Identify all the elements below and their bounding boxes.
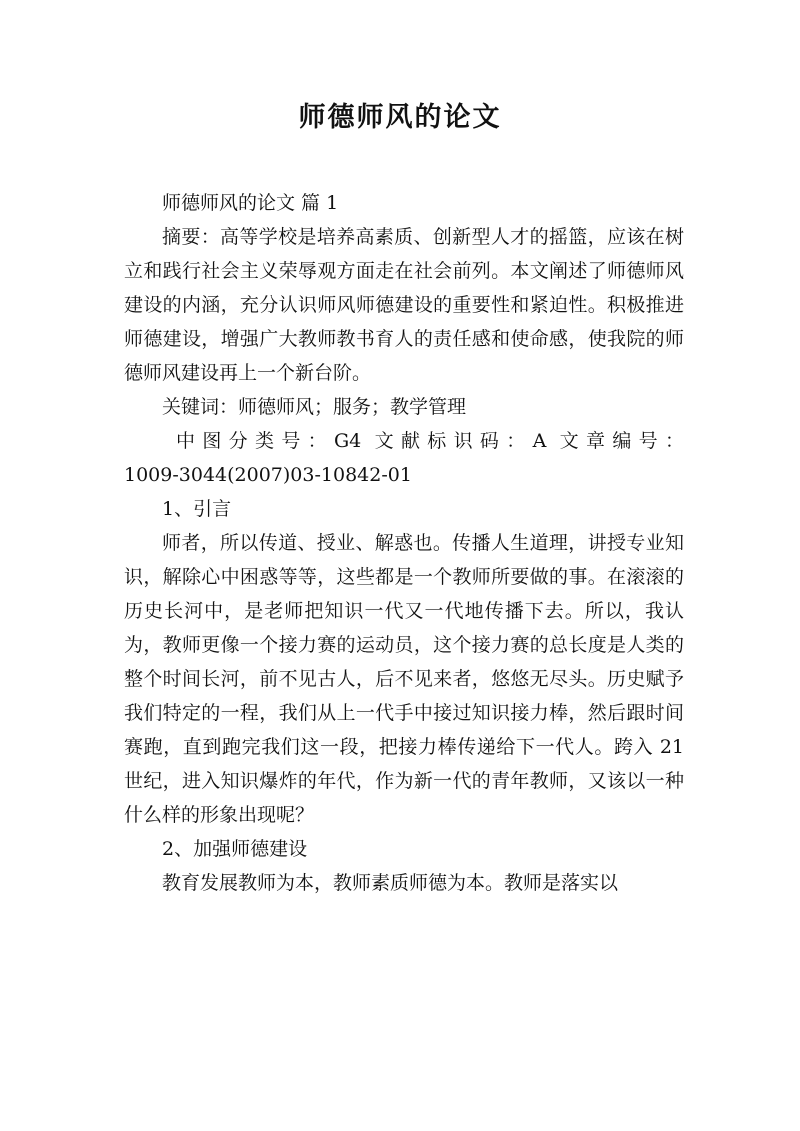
classification-info: [124, 424, 684, 492]
section-heading-ethics: 2、加强师德建设: [162, 838, 308, 860]
keywords-line: 关键词：师德师风；服务；教学管理: [162, 396, 467, 418]
classification-line-2: 1009-3044(2007)03-10842-01: [124, 464, 412, 486]
section-heading-intro: 1、引言: [162, 498, 232, 520]
section-paragraph-ethics: 教育发展教师为本，教师素质师德为本。教师是落实以: [162, 872, 619, 894]
abstract-paragraph: 摘要：高等学校是培养高素质、创新型人才的摇篮，应该在树立和践行社会主义荣辱观方面走在社会前列。本文阐述了师德师风建设的内涵，充分认识师风师德建设的重要性和紧迫性。积极推进师德建设，增强广大教师教书育人的责任感和使命感，使我院的师德师风建设再上一个新台阶。: [124, 226, 684, 384]
section-paragraph-intro: 师者，所以传道、授业、解惑也。传播人生道理，讲授专业知识，解除心中困惑等等，这些都是一个教师所要做的事。在滚滚的历史长河中，是老师把知识一代又一代地传播下去。所以，我认为，教师更像一个接力赛的运动员，这个接力赛的总长度是人类的整个时间长河，前不见古人，后不见来者，悠悠无尽头。历史赋予我们特定的一程，我们从上一代手中接过知识接力棒，然后跟时间赛跑，直到跑完我们这一段，把接力棒传递给下一代人。跨入 21 世纪，进入知识爆炸的年代，作为新一代的青年教师，又该以一种什么样的形象出现呢？: [124, 532, 684, 826]
document-body: [124, 186, 684, 900]
document-title: 师德师风的论文: [298, 102, 502, 133]
classification-line-1: 中图分类号：G4 文献标识码：A 文章编号：: [176, 430, 684, 452]
article-subtitle: 师德师风的论文 篇 1: [162, 192, 339, 214]
